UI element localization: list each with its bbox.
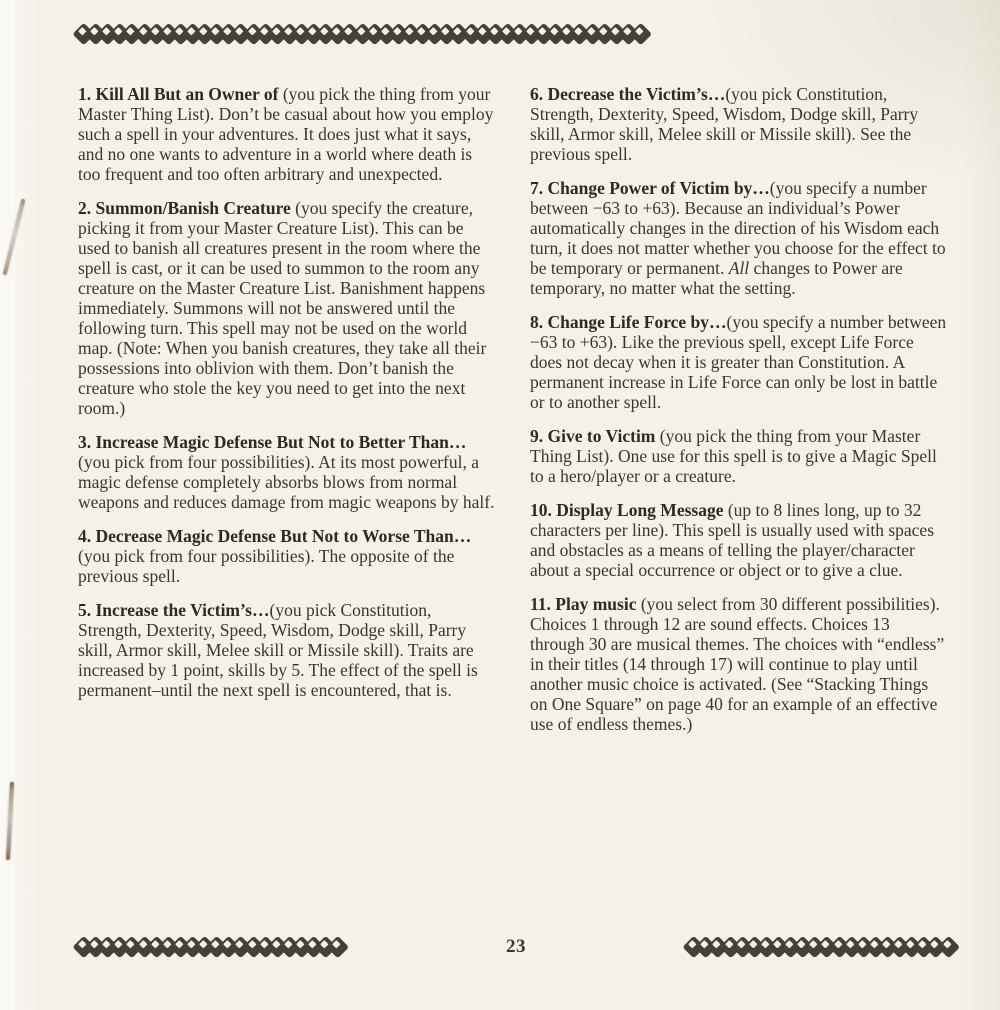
spell-body-text: (up to 8 lines long, up to 32 characters per line). This spell is usually used with spaces and obstacles as a means of telling the player/character about a special occurrence or object or to give a clue. [530, 500, 935, 580]
spell-body-text: (you specify a number between −63 to +63). Like the previous spell, except Life Force does not decay when it is greater than Constitution. A permanent increase in Life Force can only be lost in battle or to another spell. [530, 312, 947, 412]
spell-paragraph [530, 84, 948, 164]
spell-body-text: changes to Power are temporary, no matter what the setting. [530, 258, 903, 298]
spell-paragraph [530, 594, 948, 734]
spell-body-text: (you pick Constitution, Strength, Dexterity, Speed, Wisdom, Dodge skill, Parry skill, Armor skill, Melee skill or Missile skill). Traits are increased by 1 point, skills by 5. The effect of the spell is permanent–until the next spell is encountered, that is. [78, 600, 478, 700]
spell-body-text: (you pick Constitution, Strength, Dexterity, Speed, Wisdom, Dodge skill, Parry skill, Armor skill, Melee skill or Missile skill). See the previous spell. [530, 84, 919, 164]
footer [76, 934, 956, 960]
spell-title: 2. Summon/Banish Creature [78, 198, 291, 218]
spell-paragraph [530, 426, 948, 486]
spell-paragraph [78, 432, 496, 512]
spell-body-text: (you pick the thing from your Master Thing List). Don’t be casual about how you employ such a spell in your adventures. It does just what it says, and no one wants to adventure in a world where death is too frequent and too often arbitrary and unexpected. [78, 84, 494, 184]
chain-border-top [76, 21, 956, 47]
spell-body-text: (you specify a number between −63 to +63). Because an individual’s Power automatically changes in the direction of his Wisdom each turn, it does not matter whether you choose for the effect to be temporary or permanent. [530, 178, 946, 278]
spell-paragraph [78, 84, 496, 184]
spell-title: 7. Change Power of Victim by… [530, 178, 770, 198]
spell-paragraph [530, 500, 948, 580]
chain-link-icon [327, 936, 349, 958]
spell-title: 3. Increase Magic Defense But Not to Better Than… [78, 432, 467, 452]
staple-top [3, 199, 26, 276]
chain-border-bottom-right [686, 934, 956, 960]
spell-body-text: (you pick from four possibilities). At its most powerful, a magic defense completely absorbs blows from normal weapons and reduces damage from magic weapons by half. [78, 452, 495, 512]
spell-paragraph [530, 312, 948, 412]
spell-body-text: (you pick the thing from your Master Thing List). One use for this spell is to give a Magic Spell to a hero/player or a creature. [530, 426, 937, 486]
spell-body-text: (you pick from four possibilities). The opposite of the previous spell. [78, 546, 455, 586]
spell-paragraph [530, 178, 948, 298]
spell-title: 6. Decrease the Victim’s… [530, 84, 726, 104]
spell-paragraph [78, 198, 496, 418]
spell-body-text: (you select from 30 different possibilities). Choices 1 through 12 are sound effects. Choices 13 through 30 are musical themes. The choices with “endless” in their titles (14 through 17) will continue to play until another music choice is activated. (See “Stacking Things on One Square” on page 40 for an example of an effective use of endless themes.) [530, 594, 945, 734]
staple-bottom [6, 782, 14, 860]
chain-link-icon [937, 936, 959, 958]
left-column [78, 84, 496, 748]
spell-body-italic: All [728, 258, 750, 278]
chain-border-bottom-left [76, 934, 346, 960]
spell-title: 4. Decrease Magic Defense But Not to Worse Than… [78, 526, 472, 546]
spell-body-text: (you specify the creature, picking it from your Master Creature List). This can be used to banish all creatures present in the room where the spell is cast, or it can be used to summon to the room any creature on the Master Creature List. Banishment happens immediately. Summons will not be answered until the following turn. This spell may not be used on the world map. (Note: When you banish creatures, they take all their possessions into oblivion with them. Don’t banish the creature who stole the key you need to get into the next room.) [78, 198, 487, 418]
spell-paragraph [78, 600, 496, 700]
right-column [530, 84, 948, 748]
spell-title: 1. Kill All But an Owner of [78, 84, 279, 104]
page-number: 23 [506, 936, 526, 957]
spell-title: 5. Increase the Victim’s… [78, 600, 270, 620]
spell-paragraph [78, 526, 496, 586]
spell-title: 11. Play music [530, 594, 637, 614]
spell-title: 8. Change Life Force by… [530, 312, 727, 332]
spell-list [78, 84, 948, 748]
spell-title: 10. Display Long Message [530, 500, 724, 520]
spell-title: 9. Give to Victim [530, 426, 656, 446]
